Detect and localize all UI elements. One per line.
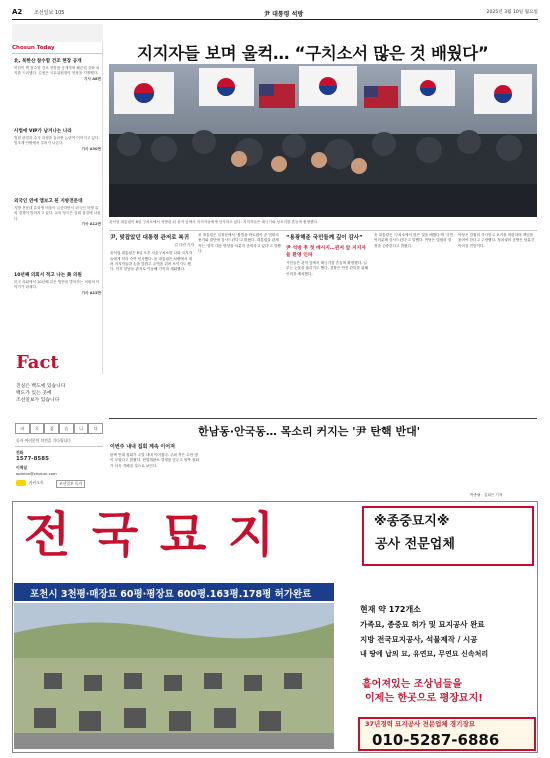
column-subheading: 尹 석방 후 첫 메시지…관저 앞 지지자들 환영 인파 — [286, 246, 366, 258]
brand-cell: 잡 — [44, 423, 59, 434]
ad-line: 지방 전국묘지공사, 석물제작 / 시공 — [360, 635, 478, 644]
ad-slogan-1: 흩어져있는 조상님들을 — [362, 679, 463, 690]
ad-tag: ※종중묘지※ — [374, 514, 450, 529]
kakao-channel[interactable]: 조선일보 독자 — [56, 480, 85, 488]
sidebar-item-title: 10년째 의회서 적고 나는 美 의원 — [14, 273, 82, 278]
chosun-today-label: Chosun Today — [12, 45, 55, 51]
sidebar-item-link[interactable]: 기사 A15면 — [81, 290, 101, 295]
article2-column-1 — [110, 443, 200, 469]
sidebar-item-title: 외국인 연애 앱보고 된 지방전문대 — [14, 199, 83, 204]
fact-title: Fact — [16, 352, 59, 373]
ad-line: 현재 약 172개소 — [360, 605, 421, 614]
column-body: 윤석열 대통령은 8일 오후 서울구치소를 나와 지지자들에게 허리 숙여 인사했다. 윤 대통령은 차량에서 내려 지지자들과 손을 맞잡고 주먹을 쥐어 보이기도 했다. 이후 한남동 관저로 이동해 가족과 재회했다. — [110, 251, 193, 272]
kakao-icon — [16, 480, 26, 486]
cemetery-photo — [14, 603, 334, 749]
sidebar-item[interactable] — [14, 128, 101, 152]
issue-date: 2025년 3월 10일 월요일 — [486, 10, 538, 15]
divider — [109, 230, 537, 231]
sidebar-item-link[interactable]: 기사 A12면 — [81, 222, 101, 227]
sidebar-item-body: 지방 전문대 유학생 비율이 급증하면서 외국인 학생 유치 경쟁이 벌어지고 있다. 교육 당국은 실태 점검에 나섰다. — [14, 206, 101, 221]
ad-phone-number[interactable]: 010-5287-6886 — [372, 731, 500, 749]
ad-contact-tag: 37년경력 묘지공사 전문업체 경기장묘 — [365, 720, 476, 728]
sidebar-item-body: 법원 판결과 수사 과정을 둘러싼 논란이 이어지고 있다. 법조계 안팎에서 우려가 나온다. — [14, 136, 100, 146]
column-body: 윤 대통령은 입장문에서 '불법을 바로잡아 준 법원의 용기와 결단에 감사드린다'고 밝혔다. 대통령실 관계자는 '향후 대응 방향을 차분히 준비하고 있다'고 말했다. — [198, 233, 281, 253]
fact-line: 조선일보가 있습니다 — [16, 398, 60, 403]
sidebar-item-link[interactable]: 기사 A8면 — [84, 76, 101, 81]
article2-body: 탄핵 반대 집회가 주말 내내 이어졌다. 주최 측은 수만 명이 모였다고 밝혔다. 헌법재판소 결정을 앞두고 양측 집회가 더욱 격해질 것으로 보인다. — [110, 453, 199, 468]
ad-title-char: 전 — [23, 507, 71, 563]
article2-byline: 박종필 · 김희곤 기자 — [470, 493, 503, 497]
column-body: 윤 대통령은 '구치소에서 많은 것을 배웠다'며 '국민 여러분께 감사드린다'고 말했다. 여당은 법원의 결정을 존중한다고 밝혔다. — [374, 233, 454, 248]
sidebar-item-body: 미국 의회에서 10년째 같은 법안을 발의하는 의원의 이야기가 화제다. — [14, 280, 100, 290]
sidebar-item[interactable] — [14, 58, 101, 82]
ad-slogan-2: 이제는 한곳으로 평장묘지! — [365, 693, 483, 704]
article-column-3 — [286, 233, 370, 277]
email-address[interactable]: opinion@chosun.com — [16, 471, 57, 476]
section-title: 尹 대통령 석방 — [264, 11, 304, 18]
fact-notice: 독자 여러분의 의견을 기다립니다 — [16, 438, 71, 443]
cemetery-photo-illustration — [14, 603, 334, 749]
email-label: 이메일 — [16, 465, 28, 470]
photo-caption: 윤석열 대통령이 8일 구치소에서 석방된 뒤 관저 앞에서 지지자들에게 인사하고 있다. 지지자들은 태극기와 성조기를 흔들며 환영했다. — [109, 220, 319, 224]
ad-title-char: 묘 — [159, 507, 207, 563]
phone-number[interactable]: 1577-8585 — [16, 456, 49, 462]
fact-brand-cells — [15, 423, 103, 434]
brand-cell: 다 — [88, 423, 103, 434]
divider — [12, 53, 103, 54]
article-column-5 — [458, 233, 537, 249]
byline: 김 다빈 기자 — [174, 243, 194, 247]
ad-title-char: 국 — [91, 507, 139, 563]
fact-slogan — [16, 382, 65, 403]
second-headline: 한남동·안국동… 목소리 커지는 '尹 탄핵 반대' — [198, 425, 421, 438]
column-body: 시민들은 관저 앞에서 태극기를 흔들며 환영했다. 일부는 눈물을 흘리기도 했다. 경찰은 안전 관리를 위해 인력을 배치했다. — [286, 261, 369, 276]
article-column-1 — [110, 233, 194, 272]
brand-cell: 습 — [59, 423, 74, 434]
fact-line: 백도가 있는 곳에 — [16, 391, 52, 396]
ad-title-char: 지 — [227, 507, 275, 563]
sidebar-item[interactable] — [14, 272, 101, 296]
kakao-label: 카카오톡 — [29, 480, 44, 485]
article2-subhead: 이번주 내내 집회 계속 이어져 — [110, 444, 175, 450]
brand-cell: 로 — [30, 423, 45, 434]
sidebar-item-body: 북한이 핵 잠수함 건조 현장을 공개하며 해군력 강화 의지를 드러냈다. 김정은 국무위원장이 현장을 시찰했다. — [14, 66, 100, 76]
divider — [15, 446, 103, 447]
column-heading: “용광해준 국민들께 깊이 감사” — [286, 235, 363, 241]
sidebar-top-band — [12, 24, 103, 42]
column-body: 야당은 검찰의 즉시항고 포기를 비판하며 책임을 물어야 한다고 주장했다. 정치권의 공방은 당분간 이어질 전망이다. — [458, 233, 535, 248]
ad-tag-sub: 공사 전문업체 — [375, 537, 455, 552]
publication-name: 조선일보 105 — [34, 10, 65, 16]
sidebar-item[interactable] — [14, 198, 101, 228]
ad-line: 내 땅에 납의 묘, 유연묘, 무연묘 신속처리 — [360, 650, 489, 658]
page-header — [12, 8, 538, 20]
brand-cell: 바 — [15, 423, 30, 434]
sidebar-item-link[interactable]: 기사 A30면 — [81, 146, 101, 151]
article-column-4 — [374, 233, 454, 249]
ad-strip-text: 포천시 3천평·매장묘 60평·평장묘 600평.163평.178평 허가완료 — [30, 589, 312, 600]
rally-photo-illustration — [109, 64, 537, 217]
article-column-2 — [198, 233, 282, 254]
divider — [109, 418, 537, 419]
sidebar-item-title: 사법에 VIP가 남겨나는 나라 — [14, 129, 72, 134]
rally-photo — [109, 64, 537, 217]
page-number: A2 — [12, 8, 23, 16]
fact-line: 진실은 백도에 있습니다 — [16, 384, 66, 389]
ad-details — [360, 604, 536, 659]
main-headline: 지지자들 보며 울컥… “구치소서 많은 것 배웠다” — [137, 44, 489, 63]
column-heading: 尹, 맞잡았던 대통령 관저로 복귀 — [110, 235, 190, 241]
ad-title — [14, 505, 298, 571]
ad-line: 가족묘, 종중묘 허가 및 묘지공사 완료 — [360, 620, 485, 629]
phone-label: 전화 — [16, 450, 24, 455]
brand-cell: 니 — [74, 423, 89, 434]
sidebar-item-title: 北, 북한산 참수함 건조 현장 공개 — [14, 59, 82, 64]
